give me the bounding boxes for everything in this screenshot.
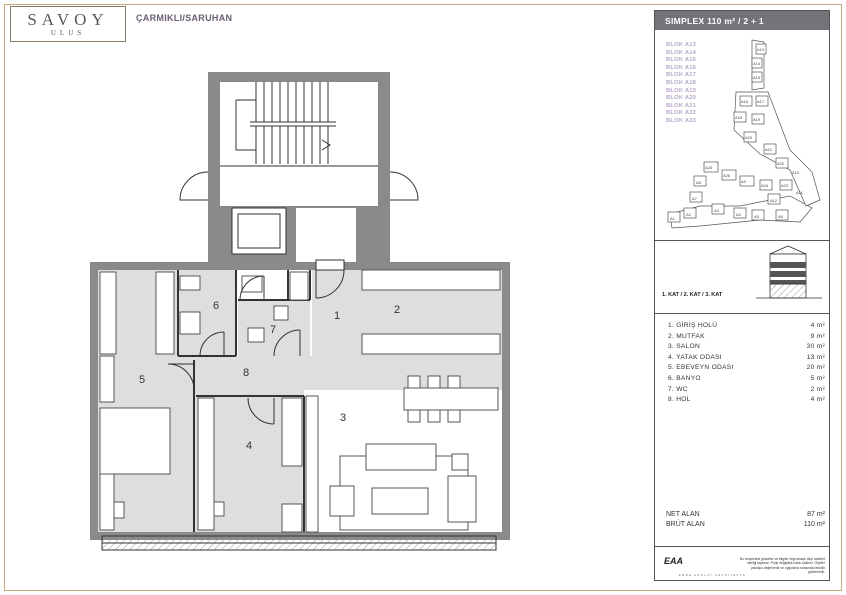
room-area: 4 m² bbox=[810, 396, 825, 404]
room-row bbox=[668, 385, 825, 396]
site-label: A10 bbox=[792, 170, 800, 175]
room-row bbox=[668, 374, 825, 385]
block-item: BLOK A15 bbox=[666, 57, 697, 64]
site-label: A18 bbox=[735, 115, 743, 120]
plan-label-8: 8 bbox=[243, 367, 250, 379]
block-item: BLOK A19 bbox=[666, 87, 697, 94]
disclaimer-text: Bu broşürdeki görseller ve bilgiler bilgi amaçlı olup taahhüt niteliği taşımaz. Proje değişiklik hakkı saklıdır. Ölçüler yaklaşık değerlerdir ve uygulama sırasında farklılık gösterebilir. bbox=[739, 557, 825, 574]
architect-logo: EAA bbox=[664, 556, 684, 566]
site-label: A23 bbox=[781, 183, 789, 188]
room-name: 5. EBEVEYN ODASI bbox=[668, 364, 734, 372]
net-area-value: 87 m² bbox=[807, 511, 825, 518]
floor-label: 1. KAT / 2. KAT / 3. KAT bbox=[662, 292, 723, 298]
room-name: 6. BANYO bbox=[668, 374, 701, 382]
site-label: A13 bbox=[757, 47, 765, 52]
stair-core bbox=[180, 72, 418, 264]
room-area: 9 m² bbox=[810, 332, 825, 340]
site-label: A14 bbox=[753, 61, 761, 66]
site-label: A6 bbox=[778, 214, 783, 219]
room-name: 4. YATAK ODASI bbox=[668, 353, 722, 361]
room-name: 2. MUTFAK bbox=[668, 332, 705, 340]
room-area: 30 m² bbox=[806, 343, 825, 351]
block-item: BLOK A22 bbox=[666, 110, 697, 117]
block-item: BLOK A16 bbox=[666, 64, 697, 71]
gross-area-value: 110 m² bbox=[803, 521, 825, 528]
block-item: BLOK A21 bbox=[666, 102, 697, 109]
room-row bbox=[668, 395, 825, 406]
site-label: A12 bbox=[770, 198, 778, 203]
plan-label-2: 2 bbox=[394, 304, 401, 316]
site-label: A24 bbox=[761, 183, 769, 188]
room-name: 7. WC bbox=[668, 385, 688, 393]
panel-divider bbox=[655, 240, 829, 241]
site-label: A8 bbox=[696, 180, 701, 185]
site-label: A26 bbox=[723, 173, 731, 178]
site-label: A11 bbox=[796, 190, 803, 195]
block-item: BLOK A18 bbox=[666, 79, 697, 86]
site-label: A19 bbox=[753, 117, 761, 122]
room-row bbox=[668, 342, 825, 353]
plan-label-6: 6 bbox=[213, 300, 220, 312]
room-row bbox=[668, 332, 825, 343]
room-schedule bbox=[668, 321, 825, 406]
room-name: 8. HOL bbox=[668, 396, 691, 404]
site-label: A3 bbox=[714, 208, 719, 213]
room-area: 20 m² bbox=[806, 364, 825, 372]
plan-label-3: 3 bbox=[340, 412, 347, 424]
plan-label-5: 5 bbox=[139, 374, 146, 386]
room-area: 4 m² bbox=[810, 322, 825, 329]
panel-divider bbox=[655, 546, 829, 547]
block-item: BLOK A14 bbox=[666, 49, 697, 56]
room-row bbox=[668, 363, 825, 374]
room-area: 5 m² bbox=[810, 374, 825, 382]
plan-label-1: 1 bbox=[334, 310, 341, 322]
site-label: A17 bbox=[757, 99, 765, 104]
site-label: A1 bbox=[670, 216, 675, 221]
info-panel bbox=[654, 10, 830, 581]
room-area: 2 m² bbox=[810, 385, 825, 393]
brand-subname: ULUS bbox=[50, 29, 86, 37]
living-furniture bbox=[330, 444, 476, 530]
project-title: ÇARMIKLI/SARUHAN bbox=[136, 13, 233, 23]
block-list bbox=[666, 42, 696, 126]
site-label: A7 bbox=[692, 196, 697, 201]
site-label: A2 bbox=[686, 212, 691, 217]
entrance-door bbox=[316, 260, 344, 270]
unit-type-title: SIMPLEX 110 m² / 2 + 1 bbox=[655, 11, 829, 30]
net-area-row bbox=[666, 510, 825, 520]
gross-area-label: BRÜT ALAN bbox=[666, 521, 705, 528]
site-label: A21 bbox=[765, 147, 773, 152]
architect-name: EMRE AROLAT ARCHITECTS bbox=[679, 574, 747, 577]
site-label: A15 bbox=[753, 75, 761, 80]
block-item: BLOK A23 bbox=[666, 117, 697, 124]
room-row bbox=[668, 353, 825, 364]
room-name: 1. GİRİŞ HOLÜ bbox=[668, 322, 718, 329]
plan-label-7: 7 bbox=[270, 324, 277, 336]
room-name: 3. SALON bbox=[668, 343, 701, 351]
site-label: A16 bbox=[741, 99, 749, 104]
area-summary bbox=[666, 510, 825, 530]
block-item: BLOK A13 bbox=[666, 42, 697, 48]
plan-label-4: 4 bbox=[246, 440, 253, 452]
brand-name: SAVOY bbox=[27, 10, 109, 29]
panel-divider bbox=[655, 313, 829, 314]
site-label: A9 bbox=[741, 179, 746, 184]
site-label: A20 bbox=[745, 135, 753, 140]
net-area-label: NET ALAN bbox=[666, 511, 700, 518]
gross-area-row bbox=[666, 520, 825, 530]
room-area: 13 m² bbox=[806, 353, 825, 361]
room-row bbox=[668, 321, 825, 332]
site-label: A25 bbox=[705, 165, 713, 170]
site-label: A22 bbox=[777, 161, 785, 166]
site-label: A5 bbox=[754, 214, 759, 219]
block-item: BLOK A20 bbox=[666, 95, 697, 102]
block-item: BLOK A17 bbox=[666, 72, 697, 79]
site-label: A4 bbox=[736, 212, 741, 217]
